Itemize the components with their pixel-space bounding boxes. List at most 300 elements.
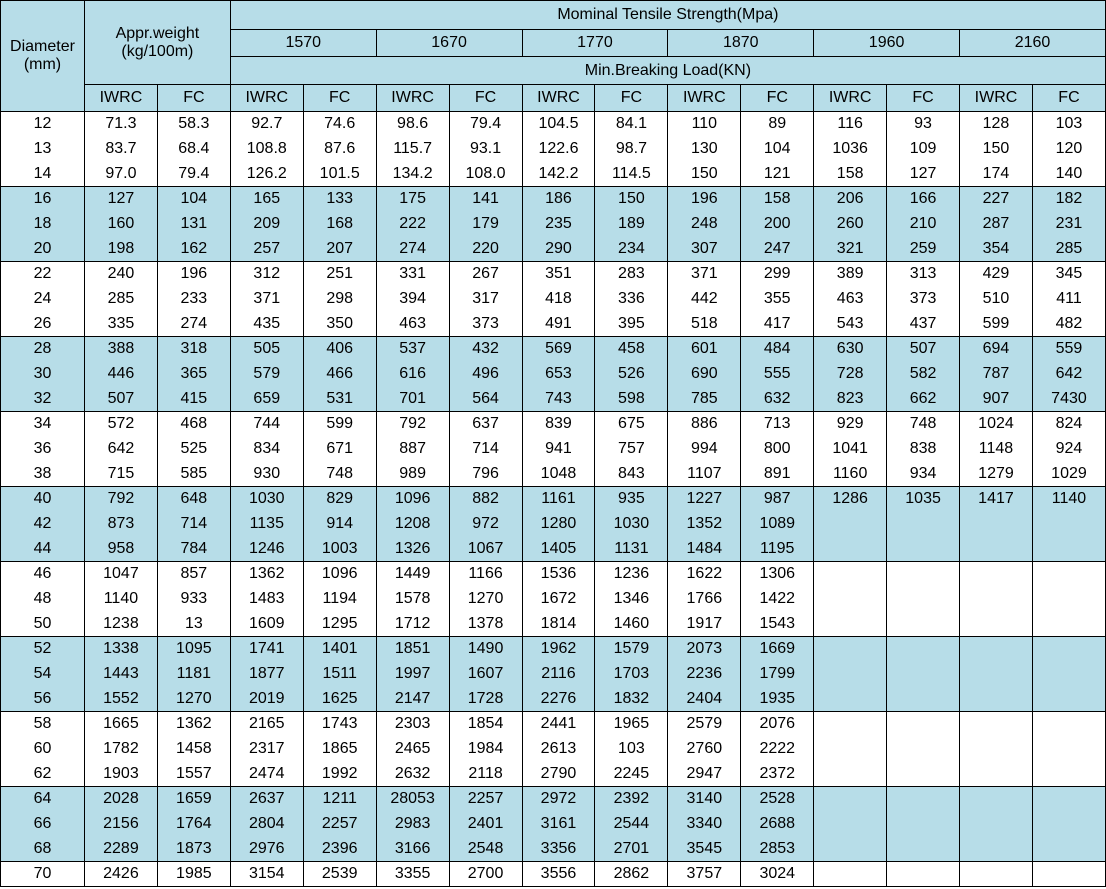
value-cell: 1270 — [449, 587, 522, 612]
value-cell — [960, 837, 1033, 862]
value-cell: 744 — [230, 412, 303, 437]
value-cell: 93 — [887, 112, 960, 137]
value-cell: 1236 — [595, 562, 668, 587]
value-cell: 1362 — [157, 712, 230, 737]
value-cell: 690 — [668, 362, 741, 387]
value-cell: 93.1 — [449, 137, 522, 162]
value-cell: 417 — [741, 312, 814, 337]
value-cell: 537 — [376, 337, 449, 362]
table-row — [1, 687, 1106, 712]
value-cell: 792 — [376, 412, 449, 437]
value-cell: 179 — [449, 212, 522, 237]
value-cell: 1208 — [376, 512, 449, 537]
value-cell: 2632 — [376, 762, 449, 787]
diameter-cell: 20 — [1, 237, 85, 262]
table-row — [1, 362, 1106, 387]
value-cell: 182 — [1032, 187, 1105, 212]
value-cell: 1579 — [595, 637, 668, 662]
table-row — [1, 612, 1106, 637]
fc-subheader: FC — [741, 85, 814, 112]
value-cell: 1238 — [84, 612, 157, 637]
table-row — [1, 737, 1106, 762]
value-cell: 140 — [1032, 162, 1105, 187]
value-cell — [960, 712, 1033, 737]
value-cell: 227 — [960, 187, 1033, 212]
fc-subheader: FC — [595, 85, 668, 112]
diameter-cell: 54 — [1, 662, 85, 687]
value-cell: 174 — [960, 162, 1033, 187]
value-cell: 435 — [230, 312, 303, 337]
value-cell: 526 — [595, 362, 668, 387]
fc-subheader: FC — [887, 85, 960, 112]
value-cell: 2983 — [376, 812, 449, 837]
value-cell: 2073 — [668, 637, 741, 662]
value-cell: 168 — [303, 212, 376, 237]
diameter-header-line2: (mm) — [23, 56, 62, 73]
value-cell: 1997 — [376, 662, 449, 687]
value-cell: 2539 — [303, 862, 376, 887]
value-cell: 207 — [303, 237, 376, 262]
value-cell: 1703 — [595, 662, 668, 687]
value-cell: 2613 — [522, 737, 595, 762]
diameter-cell: 66 — [1, 812, 85, 837]
value-cell: 1041 — [814, 437, 887, 462]
value-cell: 2116 — [522, 662, 595, 687]
value-cell: 285 — [1032, 237, 1105, 262]
value-cell — [887, 662, 960, 687]
value-cell: 3757 — [668, 862, 741, 887]
value-cell: 373 — [887, 287, 960, 312]
table-row — [1, 462, 1106, 487]
value-cell: 1378 — [449, 612, 522, 637]
value-cell: 714 — [157, 512, 230, 537]
value-cell: 642 — [84, 437, 157, 462]
value-cell: 1422 — [741, 587, 814, 612]
value-cell: 198 — [84, 237, 157, 262]
value-cell: 929 — [814, 412, 887, 437]
table-row — [1, 187, 1106, 212]
diameter-cell: 16 — [1, 187, 85, 212]
value-cell — [814, 712, 887, 737]
value-cell — [960, 812, 1033, 837]
value-cell — [1032, 512, 1105, 537]
value-cell: 222 — [376, 212, 449, 237]
value-cell: 1543 — [741, 612, 814, 637]
value-cell: 1917 — [668, 612, 741, 637]
value-cell — [960, 787, 1033, 812]
value-cell: 1728 — [449, 687, 522, 712]
value-cell: 2028 — [84, 787, 157, 812]
value-cell: 2947 — [668, 762, 741, 787]
table-row — [1, 812, 1106, 837]
value-cell — [1032, 862, 1105, 887]
value-cell: 128 — [960, 112, 1033, 137]
value-cell: 2804 — [230, 812, 303, 837]
value-cell — [1032, 712, 1105, 737]
value-cell: 2118 — [449, 762, 522, 787]
value-cell: 71.3 — [84, 112, 157, 137]
value-cell — [814, 662, 887, 687]
value-cell: 158 — [814, 162, 887, 187]
value-cell: 234 — [595, 237, 668, 262]
table-row — [1, 162, 1106, 187]
value-cell: 800 — [741, 437, 814, 462]
fc-subheader: FC — [303, 85, 376, 112]
iwrc-subheader: IWRC — [230, 85, 303, 112]
value-cell: 312 — [230, 262, 303, 287]
breaking-load-header: Min.Breaking Load(KN) — [230, 57, 1105, 85]
value-cell — [1032, 687, 1105, 712]
diameter-cell: 18 — [1, 212, 85, 237]
value-cell: 2579 — [668, 712, 741, 737]
value-cell — [887, 862, 960, 887]
value-cell — [814, 862, 887, 887]
table-row — [1, 287, 1106, 312]
value-cell: 299 — [741, 262, 814, 287]
value-cell: 1270 — [157, 687, 230, 712]
table-row — [1, 412, 1106, 437]
value-cell: 2401 — [449, 812, 522, 837]
value-cell: 331 — [376, 262, 449, 287]
value-cell: 1607 — [449, 662, 522, 687]
value-cell — [887, 637, 960, 662]
value-cell: 531 — [303, 387, 376, 412]
value-cell: 89 — [741, 112, 814, 137]
weight-header-line1: Appr.weight — [115, 24, 200, 42]
value-cell: 283 — [595, 262, 668, 287]
value-cell — [1032, 587, 1105, 612]
value-cell: 1962 — [522, 637, 595, 662]
value-cell: 659 — [230, 387, 303, 412]
value-cell: 1965 — [595, 712, 668, 737]
value-cell — [1032, 762, 1105, 787]
value-cell: 891 — [741, 462, 814, 487]
value-cell: 3161 — [522, 812, 595, 837]
value-cell: 2257 — [303, 812, 376, 837]
value-cell: 1985 — [157, 862, 230, 887]
value-cell — [887, 562, 960, 587]
value-cell: 2548 — [449, 837, 522, 862]
value-cell: 1401 — [303, 637, 376, 662]
value-cell: 935 — [595, 487, 668, 512]
value-cell: 200 — [741, 212, 814, 237]
value-cell: 2474 — [230, 762, 303, 787]
value-cell: 116 — [814, 112, 887, 137]
value-cell: 2544 — [595, 812, 668, 837]
value-cell: 873 — [84, 512, 157, 537]
diameter-cell: 44 — [1, 537, 85, 562]
value-cell: 127 — [887, 162, 960, 187]
value-cell — [960, 537, 1033, 562]
table-row — [1, 512, 1106, 537]
value-cell: 662 — [887, 387, 960, 412]
value-cell: 1854 — [449, 712, 522, 737]
value-cell: 1024 — [960, 412, 1033, 437]
value-cell: 648 — [157, 487, 230, 512]
value-cell: 196 — [668, 187, 741, 212]
value-cell — [960, 562, 1033, 587]
value-cell — [1032, 537, 1105, 562]
table-row — [1, 112, 1106, 137]
value-cell: 2688 — [741, 812, 814, 837]
value-cell: 3556 — [522, 862, 595, 887]
value-cell: 110 — [668, 112, 741, 137]
value-cell: 2528 — [741, 787, 814, 812]
value-cell: 518 — [668, 312, 741, 337]
diameter-cell: 34 — [1, 412, 85, 437]
value-cell: 84.1 — [595, 112, 668, 137]
value-cell: 133 — [303, 187, 376, 212]
value-cell: 2236 — [668, 662, 741, 687]
value-cell: 406 — [303, 337, 376, 362]
value-cell: 274 — [157, 312, 230, 337]
table-row — [1, 537, 1106, 562]
value-cell: 468 — [157, 412, 230, 437]
value-cell: 823 — [814, 387, 887, 412]
strength-1570-header: 1570 — [230, 30, 376, 57]
value-cell: 1035 — [887, 487, 960, 512]
value-cell: 1306 — [741, 562, 814, 587]
value-cell: 930 — [230, 462, 303, 487]
value-cell: 569 — [522, 337, 595, 362]
value-cell: 559 — [1032, 337, 1105, 362]
weight-header — [84, 1, 230, 85]
iwrc-subheader: IWRC — [668, 85, 741, 112]
value-cell — [814, 512, 887, 537]
value-cell: 491 — [522, 312, 595, 337]
value-cell: 1935 — [741, 687, 814, 712]
value-cell: 934 — [887, 462, 960, 487]
value-cell: 857 — [157, 562, 230, 587]
value-cell: 1672 — [522, 587, 595, 612]
value-cell — [887, 512, 960, 537]
value-cell: 130 — [668, 137, 741, 162]
value-cell: 994 — [668, 437, 741, 462]
value-cell — [814, 537, 887, 562]
diameter-cell: 42 — [1, 512, 85, 537]
value-cell: 2245 — [595, 762, 668, 787]
value-cell: 555 — [741, 362, 814, 387]
diameter-cell: 26 — [1, 312, 85, 337]
diameter-cell: 38 — [1, 462, 85, 487]
value-cell: 496 — [449, 362, 522, 387]
value-cell: 79.4 — [449, 112, 522, 137]
value-cell: 1665 — [84, 712, 157, 737]
table-row — [1, 862, 1106, 887]
value-cell: 103 — [1032, 112, 1105, 137]
value-cell: 2760 — [668, 737, 741, 762]
value-cell: 796 — [449, 462, 522, 487]
table-row — [1, 487, 1106, 512]
value-cell: 1003 — [303, 537, 376, 562]
value-cell: 104 — [741, 137, 814, 162]
value-cell: 371 — [230, 287, 303, 312]
value-cell: 632 — [741, 387, 814, 412]
value-cell: 1873 — [157, 837, 230, 862]
value-cell — [887, 837, 960, 862]
value-cell: 1712 — [376, 612, 449, 637]
strength-2160-header: 2160 — [960, 30, 1106, 57]
value-cell: 1096 — [303, 562, 376, 587]
value-cell — [960, 862, 1033, 887]
value-cell: 1030 — [595, 512, 668, 537]
value-cell: 13 — [157, 612, 230, 637]
value-cell: 2076 — [741, 712, 814, 737]
value-cell: 196 — [157, 262, 230, 287]
diameter-cell: 56 — [1, 687, 85, 712]
value-cell: 1484 — [668, 537, 741, 562]
value-cell: 142.2 — [522, 162, 595, 187]
value-cell: 1865 — [303, 737, 376, 762]
value-cell: 437 — [887, 312, 960, 337]
table-row — [1, 137, 1106, 162]
value-cell: 1095 — [157, 637, 230, 662]
value-cell: 235 — [522, 212, 595, 237]
value-cell: 248 — [668, 212, 741, 237]
table-row — [1, 387, 1106, 412]
value-cell — [1032, 812, 1105, 837]
value-cell: 834 — [230, 437, 303, 462]
value-cell: 336 — [595, 287, 668, 312]
iwrc-subheader: IWRC — [522, 85, 595, 112]
value-cell: 572 — [84, 412, 157, 437]
value-cell: 616 — [376, 362, 449, 387]
value-cell: 126.2 — [230, 162, 303, 187]
value-cell: 415 — [157, 387, 230, 412]
value-cell — [887, 812, 960, 837]
diameter-cell: 62 — [1, 762, 85, 787]
value-cell: 418 — [522, 287, 595, 312]
value-cell: 1536 — [522, 562, 595, 587]
value-cell: 2165 — [230, 712, 303, 737]
value-cell: 3340 — [668, 812, 741, 837]
value-cell: 122.6 — [522, 137, 595, 162]
value-cell: 748 — [303, 462, 376, 487]
value-cell: 175 — [376, 187, 449, 212]
value-cell: 1669 — [741, 637, 814, 662]
value-cell: 1557 — [157, 762, 230, 787]
value-cell: 1227 — [668, 487, 741, 512]
value-cell: 728 — [814, 362, 887, 387]
value-cell: 150 — [668, 162, 741, 187]
value-cell: 1140 — [84, 587, 157, 612]
value-cell: 189 — [595, 212, 668, 237]
strength-1870-header: 1870 — [668, 30, 814, 57]
diameter-cell: 36 — [1, 437, 85, 462]
value-cell: 58.3 — [157, 112, 230, 137]
value-cell: 958 — [84, 537, 157, 562]
value-cell: 206 — [814, 187, 887, 212]
value-cell: 1048 — [522, 462, 595, 487]
value-cell: 1903 — [84, 762, 157, 787]
value-cell: 2790 — [522, 762, 595, 787]
value-cell: 134.2 — [376, 162, 449, 187]
value-cell: 1036 — [814, 137, 887, 162]
value-cell: 2404 — [668, 687, 741, 712]
value-cell: 787 — [960, 362, 1033, 387]
value-cell: 463 — [814, 287, 887, 312]
value-cell: 2372 — [741, 762, 814, 787]
value-cell — [814, 612, 887, 637]
value-cell: 1851 — [376, 637, 449, 662]
value-cell: 1417 — [960, 487, 1033, 512]
value-cell: 1483 — [230, 587, 303, 612]
value-cell — [960, 762, 1033, 787]
value-cell: 1286 — [814, 487, 887, 512]
value-cell: 2637 — [230, 787, 303, 812]
value-cell: 121 — [741, 162, 814, 187]
value-cell: 2303 — [376, 712, 449, 737]
value-cell: 1609 — [230, 612, 303, 637]
value-cell: 1877 — [230, 662, 303, 687]
value-cell: 2441 — [522, 712, 595, 737]
diameter-cell: 22 — [1, 262, 85, 287]
value-cell: 757 — [595, 437, 668, 462]
diameter-cell: 46 — [1, 562, 85, 587]
value-cell: 101.5 — [303, 162, 376, 187]
value-cell: 287 — [960, 212, 1033, 237]
value-cell: 162 — [157, 237, 230, 262]
value-cell: 3154 — [230, 862, 303, 887]
diameter-cell: 40 — [1, 487, 85, 512]
value-cell: 1622 — [668, 562, 741, 587]
diameter-cell: 32 — [1, 387, 85, 412]
value-cell: 630 — [814, 337, 887, 362]
value-cell: 1832 — [595, 687, 668, 712]
value-cell: 345 — [1032, 262, 1105, 287]
iwrc-subheader: IWRC — [84, 85, 157, 112]
value-cell: 1405 — [522, 537, 595, 562]
value-cell: 2289 — [84, 837, 157, 862]
value-cell: 1181 — [157, 662, 230, 687]
value-cell — [960, 587, 1033, 612]
value-cell — [887, 587, 960, 612]
value-cell: 1741 — [230, 637, 303, 662]
value-cell: 1362 — [230, 562, 303, 587]
value-cell: 2317 — [230, 737, 303, 762]
value-cell: 1458 — [157, 737, 230, 762]
value-cell: 2156 — [84, 812, 157, 837]
value-cell: 1511 — [303, 662, 376, 687]
value-cell: 1047 — [84, 562, 157, 587]
value-cell: 298 — [303, 287, 376, 312]
value-cell — [1032, 612, 1105, 637]
value-cell: 2276 — [522, 687, 595, 712]
value-cell: 642 — [1032, 362, 1105, 387]
value-cell: 98.7 — [595, 137, 668, 162]
value-cell: 1490 — [449, 637, 522, 662]
value-cell: 839 — [522, 412, 595, 437]
value-cell: 240 — [84, 262, 157, 287]
value-cell: 354 — [960, 237, 1033, 262]
weight-header-line2: (kg/100m) — [121, 42, 194, 60]
value-cell — [960, 737, 1033, 762]
value-cell: 373 — [449, 312, 522, 337]
value-cell — [887, 712, 960, 737]
strength-1770-header: 1770 — [522, 30, 668, 57]
diameter-cell: 68 — [1, 837, 85, 862]
value-cell: 141 — [449, 187, 522, 212]
value-cell: 160 — [84, 212, 157, 237]
value-cell: 598 — [595, 387, 668, 412]
value-cell: 395 — [595, 312, 668, 337]
value-cell: 28053 — [376, 787, 449, 812]
value-cell: 79.4 — [157, 162, 230, 187]
value-cell: 1246 — [230, 537, 303, 562]
value-cell: 505 — [230, 337, 303, 362]
value-cell — [814, 812, 887, 837]
value-cell: 1346 — [595, 587, 668, 612]
